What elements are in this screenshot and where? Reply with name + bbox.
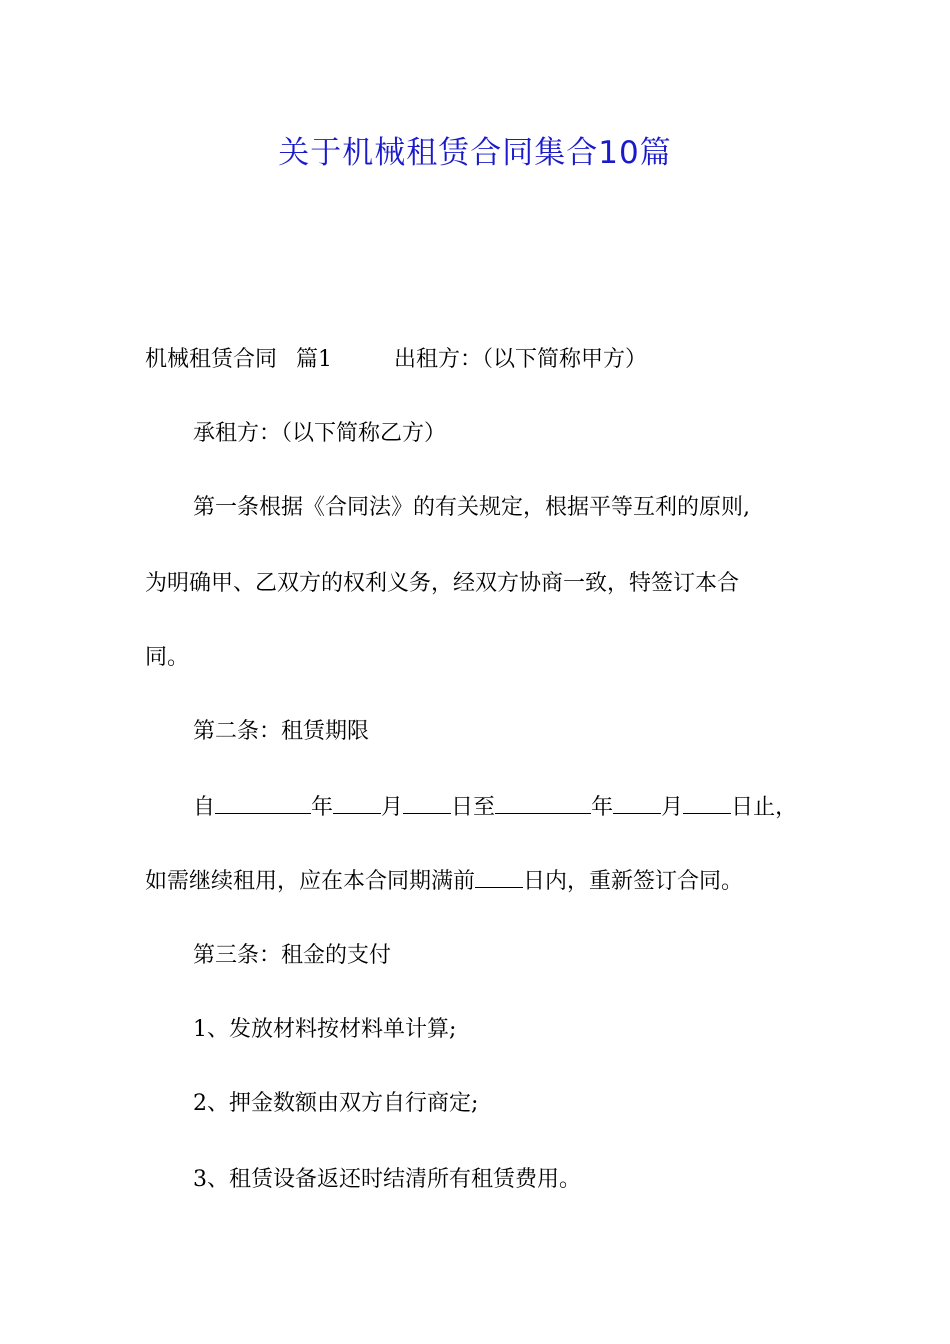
term-month-end: 月 (661, 795, 684, 820)
blank-year-start (215, 791, 311, 814)
lessee-line: 承租方：（以下简称乙方） (193, 421, 447, 446)
lease-term-line (193, 788, 950, 828)
document-title: 关于机械租赁合同集合10篇 (278, 135, 672, 171)
term-from: 自 (193, 795, 216, 820)
blank-day-end (683, 791, 731, 814)
term-day-end: 日止， (731, 795, 798, 820)
lessor-line: 出租方：（以下简称甲方） (394, 347, 648, 372)
blank-year-end (495, 791, 591, 814)
blank-day-start (403, 791, 451, 814)
article3-item-2: 2、押金数额由双方自行商定; (193, 1091, 479, 1116)
blank-renewal-days (475, 865, 523, 888)
article3-item-1: 1、发放材料按材料单计算; (193, 1017, 457, 1042)
article1-line2: 为明确甲、乙双方的权利义务，经双方协商一致，特签订本合 (145, 571, 740, 596)
contract-heading-line (145, 340, 950, 380)
article3-item-3: 3、租赁设备返还时结清所有租赁费用。 (193, 1167, 581, 1192)
renewal-line (145, 862, 950, 902)
article1-line3: 同。 (145, 645, 190, 670)
renewal-suffix: 日内，重新签订合同。 (523, 869, 744, 894)
contract-number: 篇1 (296, 347, 333, 372)
term-year-start: 年 (311, 795, 334, 820)
term-day-to: 日至 (451, 795, 496, 820)
article2-heading: 第二条：租赁期限 (193, 719, 370, 744)
contract-name: 机械租赁合同 (145, 347, 278, 372)
renewal-prefix: 如需继续租用，应在本合同期满前 (145, 869, 476, 894)
blank-month-end (613, 791, 661, 814)
term-year-end: 年 (591, 795, 614, 820)
article3-heading: 第三条：租金的支付 (193, 943, 392, 968)
article1-line1: 第一条根据《合同法》的有关规定，根据平等互利的原则, (193, 495, 750, 520)
term-month-start: 月 (381, 795, 404, 820)
blank-month-start (333, 791, 381, 814)
